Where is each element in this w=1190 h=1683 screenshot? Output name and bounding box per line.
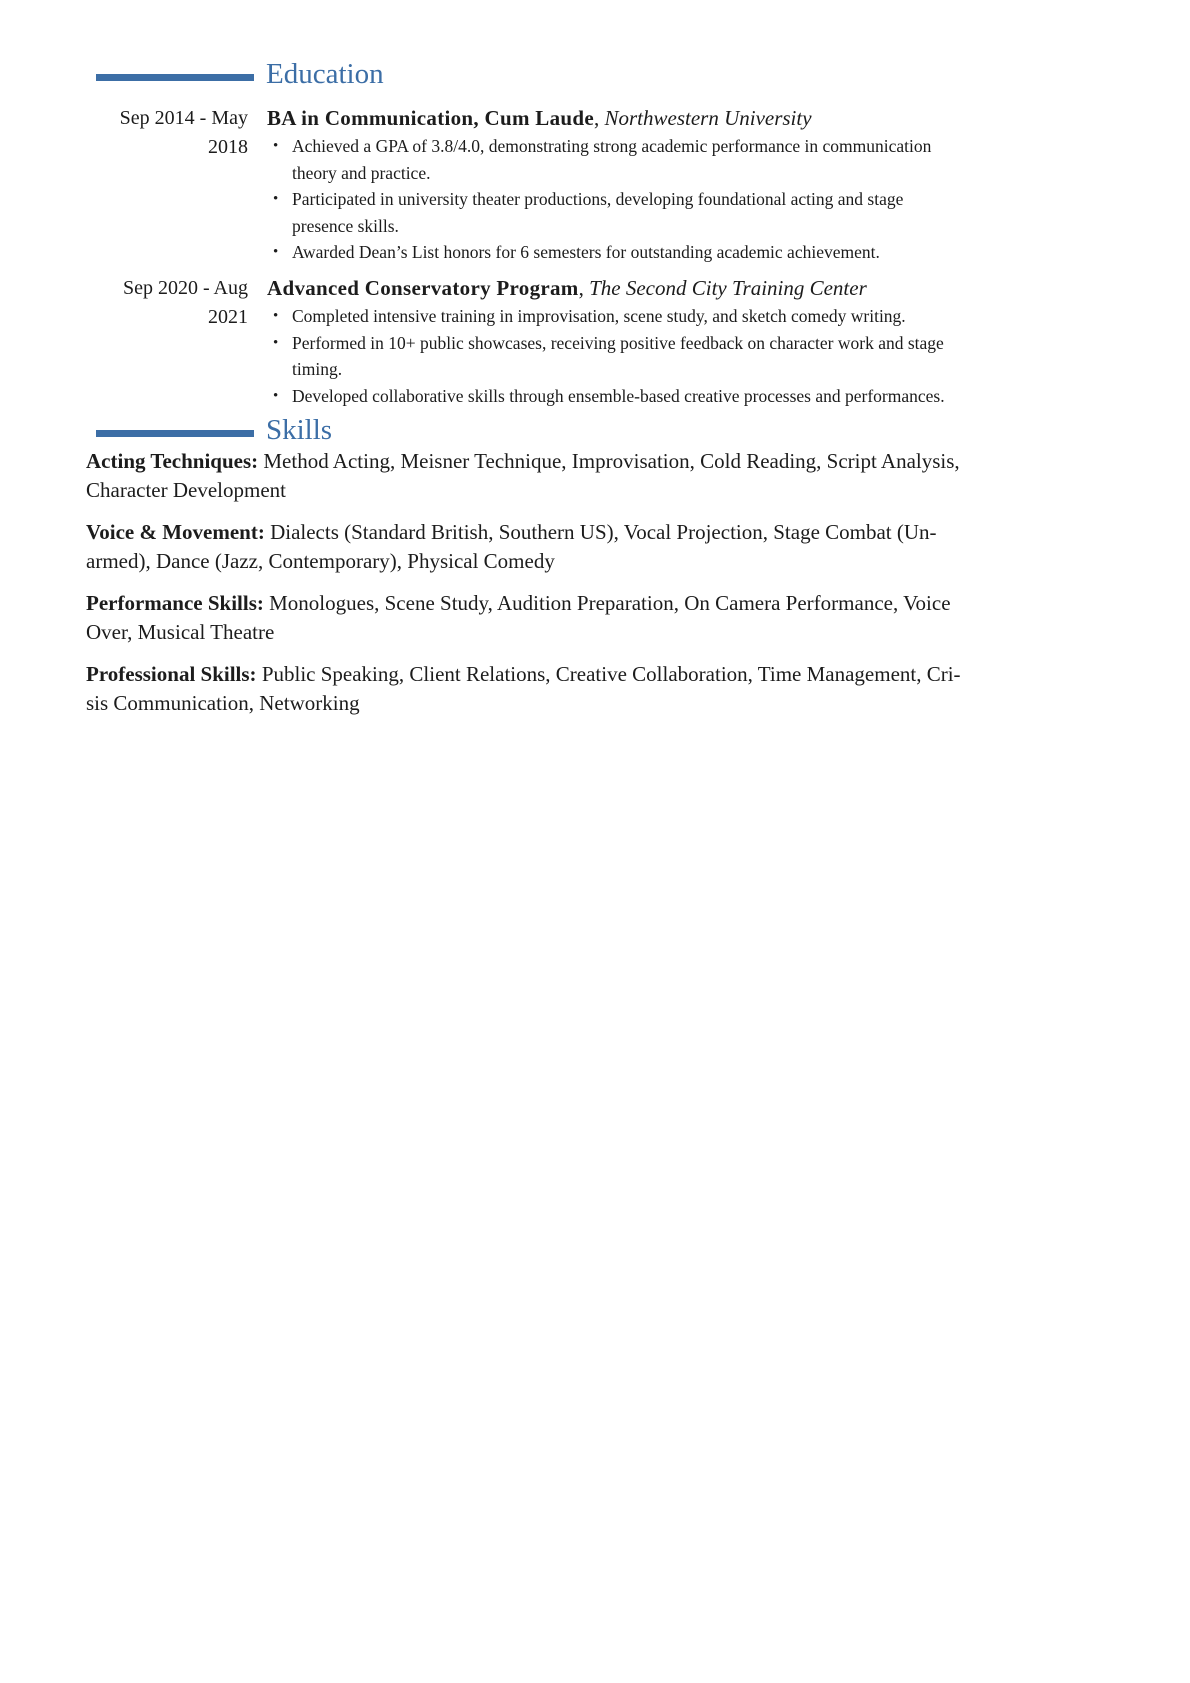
bullet-item xyxy=(267,239,1109,266)
skill-row xyxy=(86,518,1110,576)
entry-date-line: Sep 2020 - Aug xyxy=(123,277,248,299)
skill-items: sis Communication, Networking xyxy=(86,691,360,715)
bullet-dot-icon: • xyxy=(273,191,279,207)
entry-date-line: 2021 xyxy=(208,306,248,328)
skill-items: armed), Dance (Jazz, Contemporary), Physical Comedy xyxy=(86,549,555,573)
entry-date-line: Sep 2014 - May xyxy=(119,107,248,129)
bullet-line: theory and practice. xyxy=(292,162,431,183)
skill-items: Method Acting, Meisner Technique, Improvisation, Cold Reading, Script Analysis, xyxy=(258,449,960,473)
bullet-line: timing. xyxy=(292,359,343,379)
bullet-dot-icon: • xyxy=(273,387,279,404)
entry-bullets xyxy=(267,133,1109,266)
bullet-line: Developed collaborative skills through ensemble-based creative processes and performances. xyxy=(292,385,945,406)
bullet-line: Awarded Dean’s List honors for 6 semesters for outstanding academic achievement. xyxy=(292,242,880,262)
bullet-item xyxy=(267,186,1109,239)
bullet-item xyxy=(267,383,1109,410)
school-name: The Second City Training Center xyxy=(589,276,867,300)
skill-row xyxy=(86,660,1110,718)
entry-bullets xyxy=(267,303,1109,409)
bullet-line: Achieved a GPA of 3.8/4.0, demonstrating strong academic performance in communication xyxy=(292,136,932,156)
skills-heading-text: Skills xyxy=(266,414,333,446)
skill-category: Voice & Movement: xyxy=(86,520,265,544)
degree-name: Advanced Conservatory Program xyxy=(267,276,579,300)
skill-items: Public Speaking, Client Relations, Creative Collaboration, Time Management, Cri- xyxy=(256,662,961,686)
skill-category: Performance Skills: xyxy=(86,591,264,615)
entry-date xyxy=(60,104,248,162)
skills-list xyxy=(86,447,1110,731)
bullet-dot-icon: • xyxy=(273,308,279,324)
skills-heading-rule xyxy=(96,430,254,437)
skill-row xyxy=(86,447,1110,505)
entry-title xyxy=(267,274,1109,303)
bullet-dot-icon: • xyxy=(273,244,279,260)
skill-items: Over, Musical Theatre xyxy=(86,620,275,644)
skill-items: Character Development xyxy=(86,478,286,502)
entry-body xyxy=(267,274,1109,409)
skill-row xyxy=(86,589,1110,647)
entry-date-line: 2018 xyxy=(208,136,248,158)
entry-title xyxy=(267,104,1109,133)
bullet-item xyxy=(267,330,1109,383)
bullet-line: presence skills. xyxy=(292,215,399,236)
bullet-item xyxy=(267,303,1109,330)
degree-name: BA in Communication, Cum Laude xyxy=(267,106,594,130)
skill-category: Acting Techniques: xyxy=(86,449,259,473)
skill-items: Dialects (Standard British, Southern US), Vocal Projection, Stage Combat (Un- xyxy=(264,520,937,544)
skill-category: Professional Skills: xyxy=(86,662,257,686)
bullet-item xyxy=(267,133,1109,186)
bullet-line: Completed intensive training in improvisation, scene study, and sketch comedy writing. xyxy=(292,306,906,326)
bullet-line: Participated in university theater productions, developing foundational acting and stage xyxy=(292,189,904,209)
education-section-heading xyxy=(96,58,1096,96)
entry-date xyxy=(60,274,248,332)
bullet-dot-icon: • xyxy=(273,334,279,351)
title-separator: , xyxy=(593,106,605,130)
entry-body xyxy=(267,104,1109,266)
bullet-line: Performed in 10+ public showcases, receiving positive feedback on character work and stage xyxy=(292,332,944,353)
title-separator: , xyxy=(578,276,590,300)
bullet-dot-icon: • xyxy=(273,138,279,154)
education-heading-text: Education xyxy=(266,58,384,90)
skill-items: Monologues, Scene Study, Audition Preparation, On Camera Performance, Voice xyxy=(263,591,951,615)
school-name: Northwestern University xyxy=(604,106,812,130)
education-heading-rule xyxy=(96,74,254,81)
